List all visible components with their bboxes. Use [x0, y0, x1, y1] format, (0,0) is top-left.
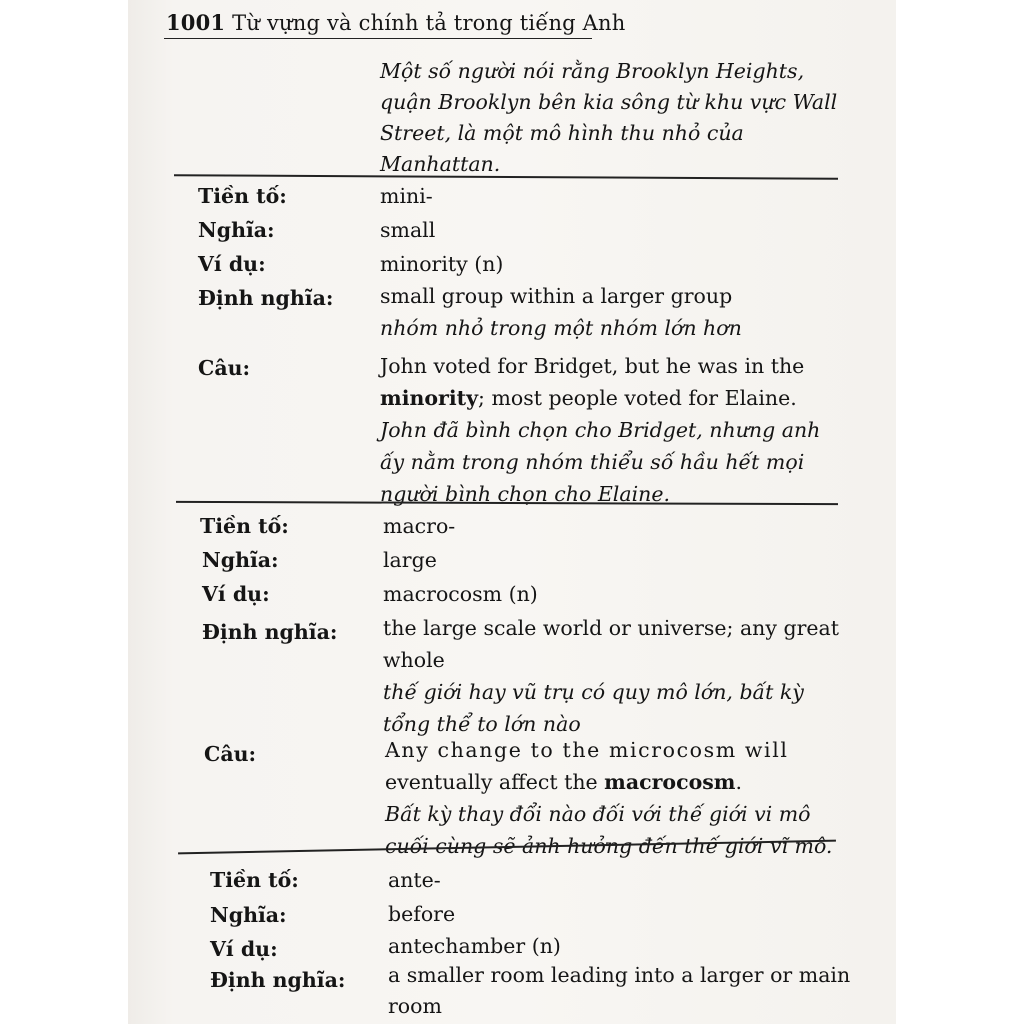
meaning-value: large [383, 548, 437, 572]
book-title: Từ vựng và chính tả trong tiếng Anh [232, 11, 626, 35]
keyword: minority [380, 386, 479, 410]
sentence-vi-line: John đã bình chọn cho Bridget, nhưng anh [380, 418, 821, 442]
definition-en: a smaller room leading into a larger or main [388, 963, 851, 987]
definition-en: room [388, 994, 442, 1018]
sentence-vi-line: người bình chọn cho Elaine. [380, 482, 670, 506]
prefix-value: macro- [383, 514, 456, 538]
sentence-en-line: Any change to the microcosm will [385, 738, 789, 762]
sentence-en-line: eventually affect the macrocosm. [385, 770, 743, 794]
definition-vi: tổng thể to lớn nào [383, 712, 581, 736]
example-label: Ví dụ: [210, 937, 278, 961]
example-label: Ví dụ: [198, 252, 266, 276]
definition-value [380, 280, 742, 344]
definition-en: small group within a larger group [380, 284, 733, 308]
intro-line: Street, là một mô hình thu nhỏ của [380, 121, 744, 145]
definition-vi: nhóm nhỏ trong một nhóm lớn hơn [380, 316, 742, 340]
definition-en: the large scale world or universe; any great [383, 616, 839, 640]
header-rule [164, 38, 592, 39]
meaning-label: Nghĩa: [210, 903, 287, 927]
running-header [166, 10, 626, 35]
meaning-label: Nghĩa: [198, 218, 275, 242]
prefix-label: Tiền tố: [198, 184, 287, 208]
definition-en: whole [383, 648, 445, 672]
prefix-value: ante- [388, 868, 441, 892]
prefix-label: Tiền tố: [200, 514, 289, 538]
sentence-label: Câu: [204, 742, 257, 766]
sentence-vi-line: ấy nằm trong nhóm thiểu số hầu hết mọi [380, 450, 805, 474]
example-value: minority (n) [380, 252, 504, 276]
sentence-vi-line: cuối cùng sẽ ảnh hưởng đến thế giới vĩ mô. [385, 834, 833, 858]
prefix-label: Tiền tố: [210, 868, 299, 892]
definition-label: Định nghĩa: [202, 620, 338, 644]
example-value: macrocosm (n) [383, 582, 538, 606]
example-value: antechamber (n) [388, 934, 561, 958]
sentence-en-line: John voted for Bridget, but he was in the [380, 354, 805, 378]
meaning-value: before [388, 902, 456, 926]
intro-line: Manhattan. [380, 152, 501, 176]
sentence-en-line: minority; most people voted for Elaine. [380, 386, 797, 410]
definition-label: Định nghĩa: [210, 968, 346, 992]
meaning-label: Nghĩa: [202, 548, 279, 572]
keyword: macrocosm [604, 770, 736, 794]
intro-line: quận Brooklyn bên kia sông từ khu vực Wall [380, 90, 838, 114]
page-number: 1001 [166, 10, 226, 35]
meaning-value: small [380, 218, 436, 242]
intro-line: Một số người nói rằng Brooklyn Heights, [380, 59, 805, 83]
example-label: Ví dụ: [202, 582, 270, 606]
sentence-vi-line: Bất kỳ thay đổi nào đối với thế giới vi mô [385, 802, 811, 826]
prefix-value: mini- [380, 184, 433, 208]
sentence-label: Câu: [198, 356, 251, 380]
definition-label: Định nghĩa: [198, 286, 334, 310]
sentence-value [380, 350, 820, 510]
definition-value [388, 960, 850, 1022]
intro-translation [380, 56, 842, 180]
definition-vi: thế giới hay vũ trụ có quy mô lớn, bất kỳ [383, 680, 804, 704]
definition-value [383, 612, 839, 740]
